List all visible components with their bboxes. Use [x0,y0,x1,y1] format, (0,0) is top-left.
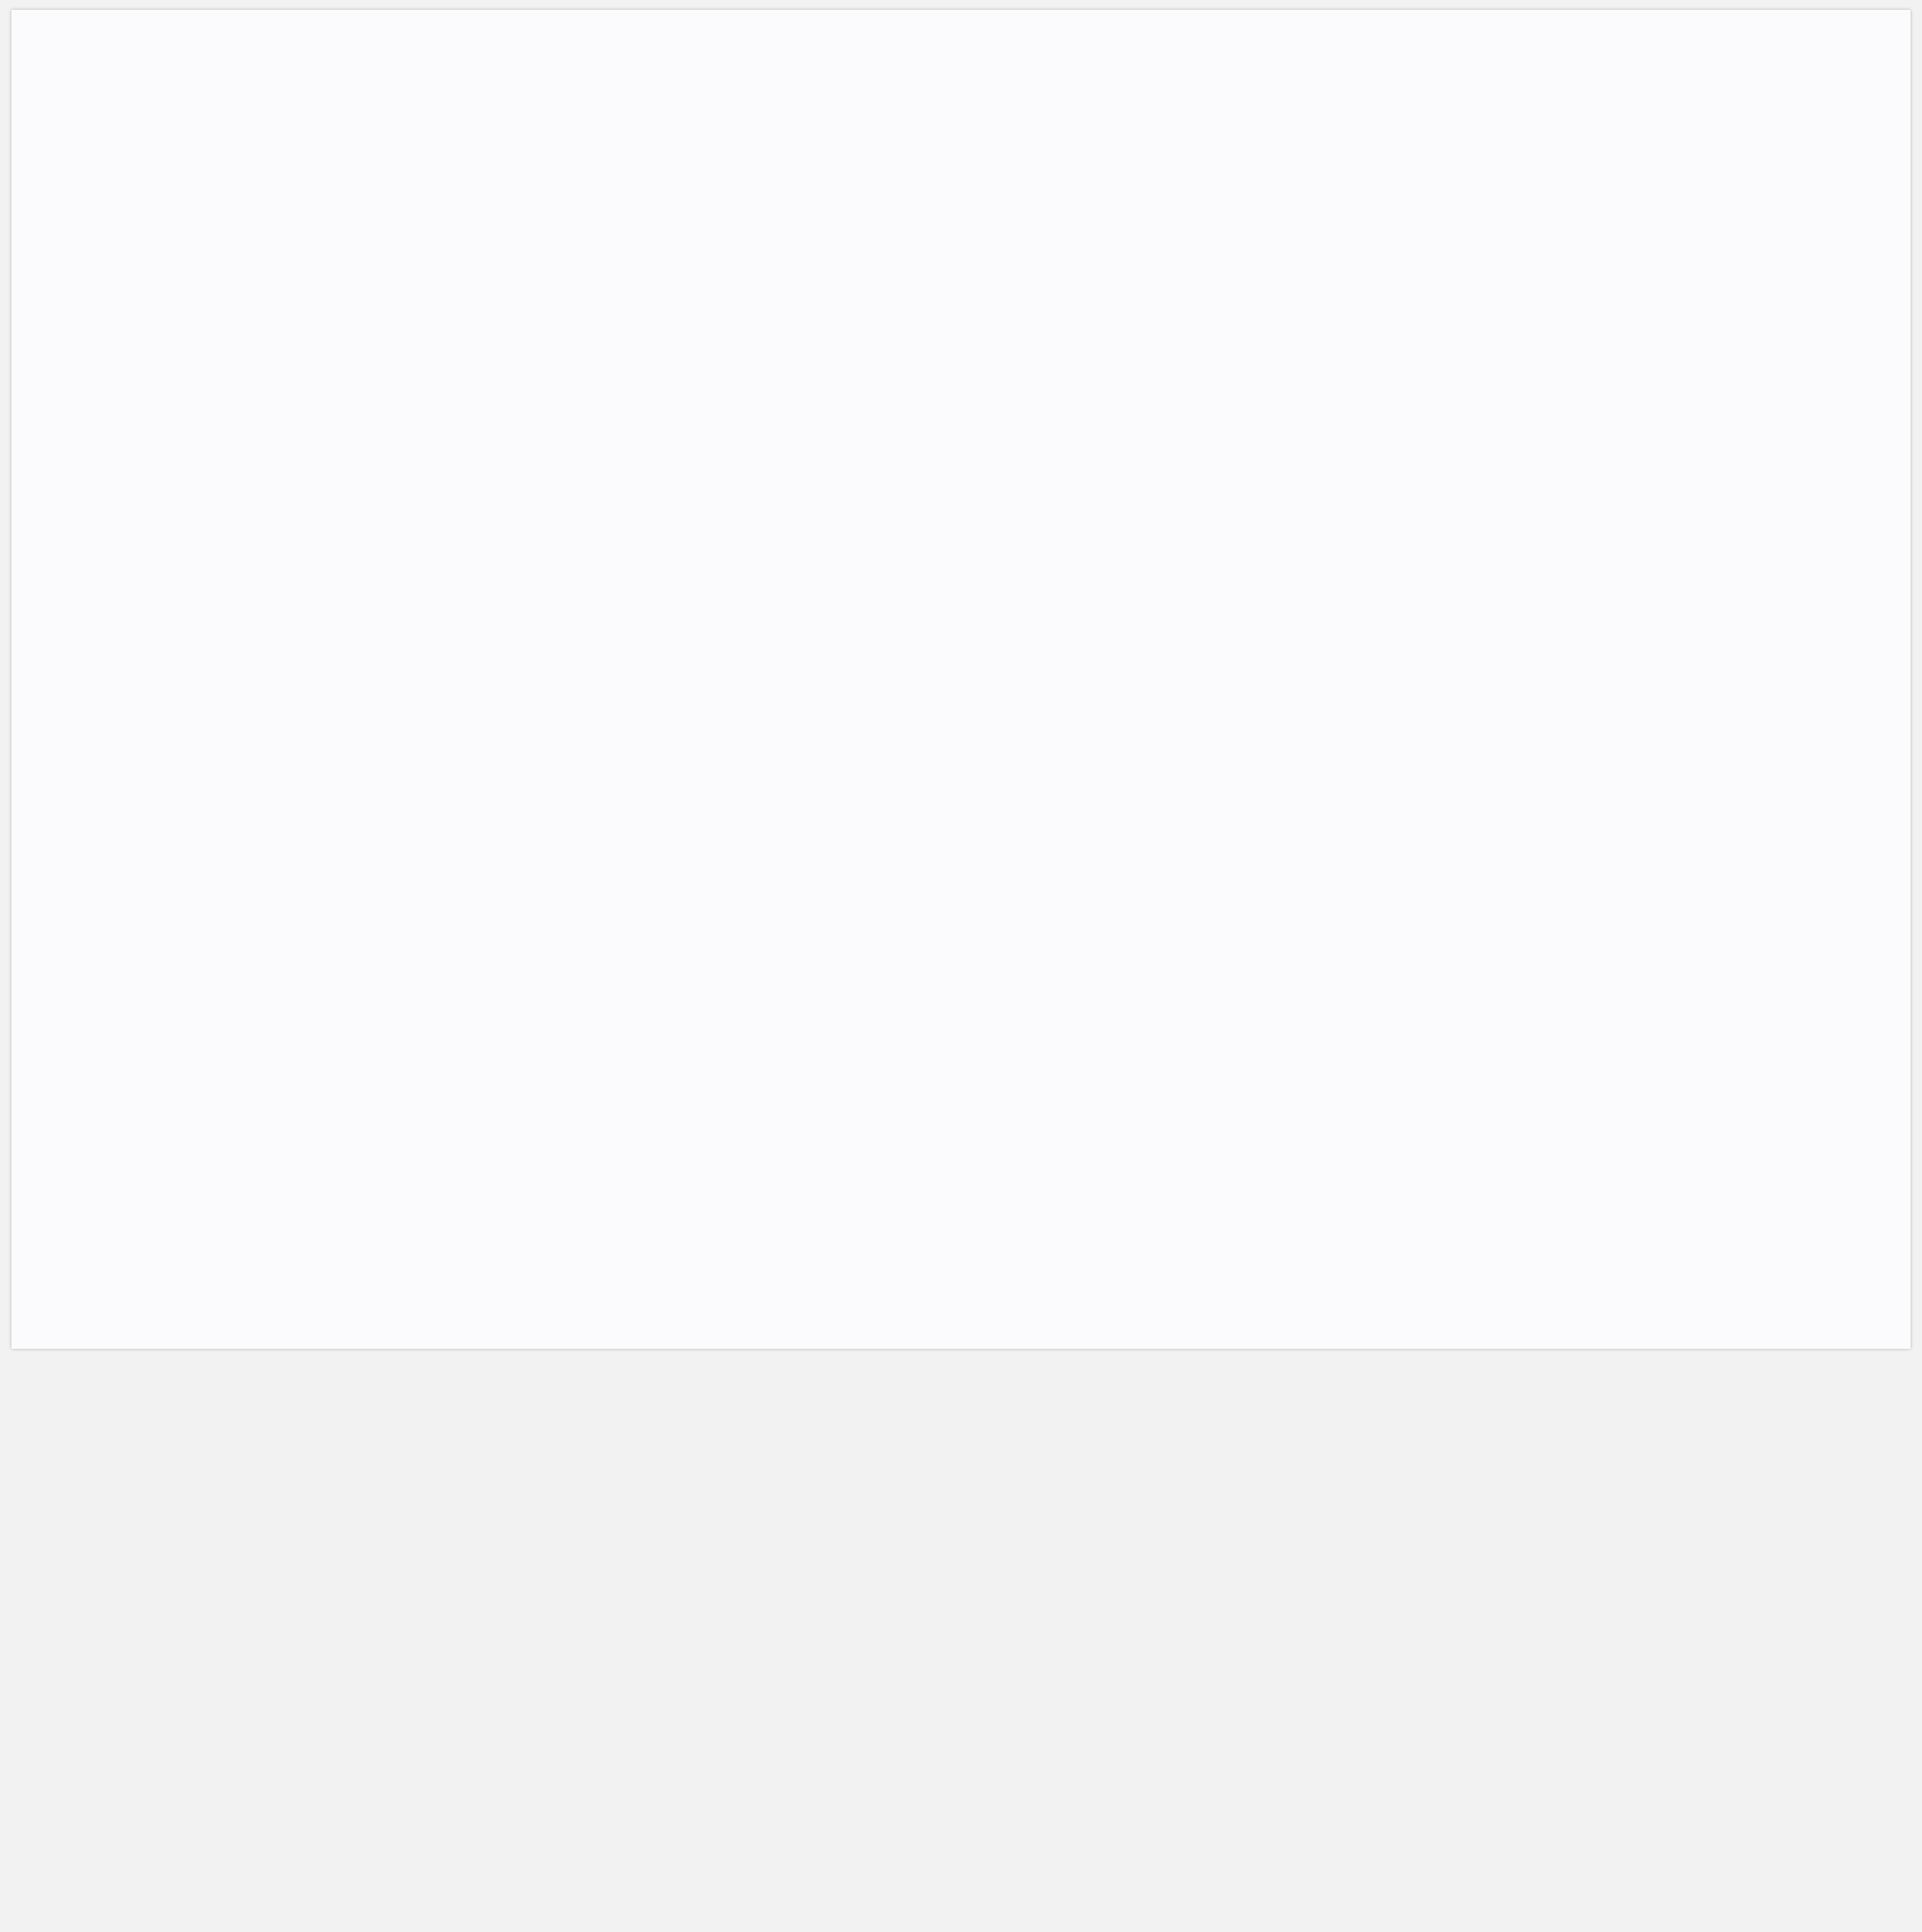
report-document [0,573,11,1932]
scanned-sheet [11,10,1911,1349]
